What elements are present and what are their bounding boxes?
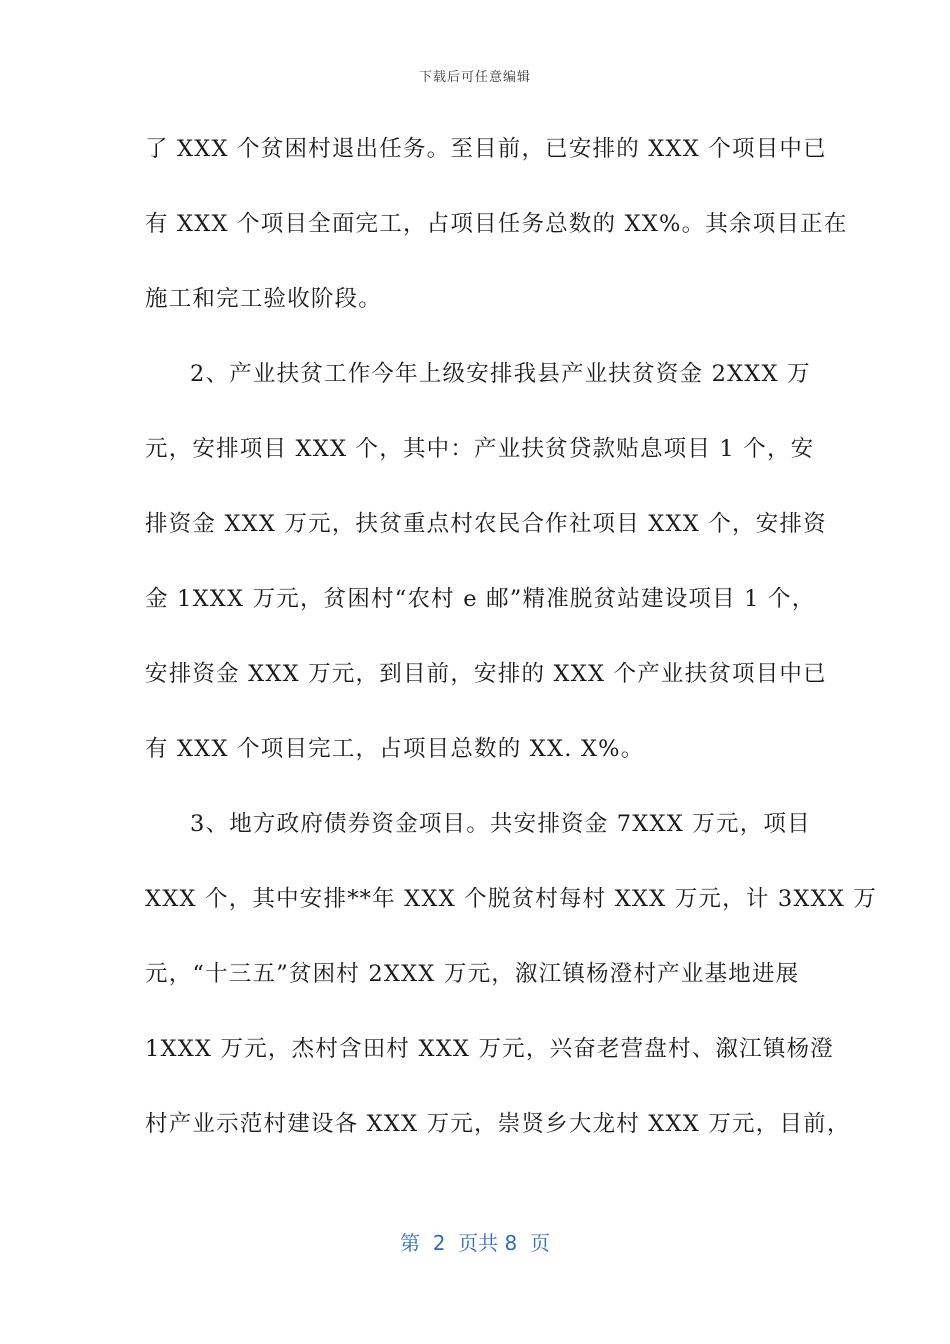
- body-line: 有 XXX 个项目全面完工，占项目任务总数的 XX%。其余项目正在: [145, 211, 848, 237]
- body-line: 元，安排项目 XXX 个，其中：产业扶贫贷款贴息项目 1 个，安: [145, 436, 815, 462]
- paragraph-start-line: 2、产业扶贫工作今年上级安排我县产业扶贫资金 2XXX 万: [190, 361, 811, 387]
- body-line: 了 XXX 个贫困村退出任务。至目前，已安排的 XXX 个项目中已: [145, 136, 827, 162]
- body-line: 元，“十三五”贫困村 2XXX 万元，溆江镇杨澄村产业基地进展: [145, 961, 800, 987]
- body-line: 金 1XXX 万元，贫困村“农村 e 邮”精准脱贫站建设项目 1 个，: [145, 586, 816, 612]
- body-line: 有 XXX 个项目完工，占项目总数的 XX. X%。: [145, 736, 645, 762]
- body-line: 安排资金 XXX 万元，到目前，安排的 XXX 个产业扶贫项目中已: [145, 661, 827, 687]
- body-line: 1XXX 万元，杰村含田村 XXX 万元，兴奋老营盘村、溆江镇杨澄: [145, 1036, 834, 1062]
- body-line: 施工和完工验收阶段。: [145, 286, 383, 312]
- page-header-note: 下载后可任意编辑: [418, 70, 531, 85]
- body-line: XXX 个，其中安排**年 XXX 个脱贫村每村 XXX 万元，计 3XXX 万: [145, 886, 878, 912]
- paragraph-start-line: 3、地方政府债券资金项目。共安排资金 7XXX 万元，项目: [190, 811, 811, 837]
- body-line: 村产业示范村建设各 XXX 万元，崇贤乡大龙村 XXX 万元，目前，: [145, 1111, 851, 1137]
- page-footer-number: 第 2 页共 8 页: [400, 1231, 550, 1255]
- body-line: 排资金 XXX 万元，扶贫重点村农民合作社项目 XXX 个，安排资: [145, 511, 827, 537]
